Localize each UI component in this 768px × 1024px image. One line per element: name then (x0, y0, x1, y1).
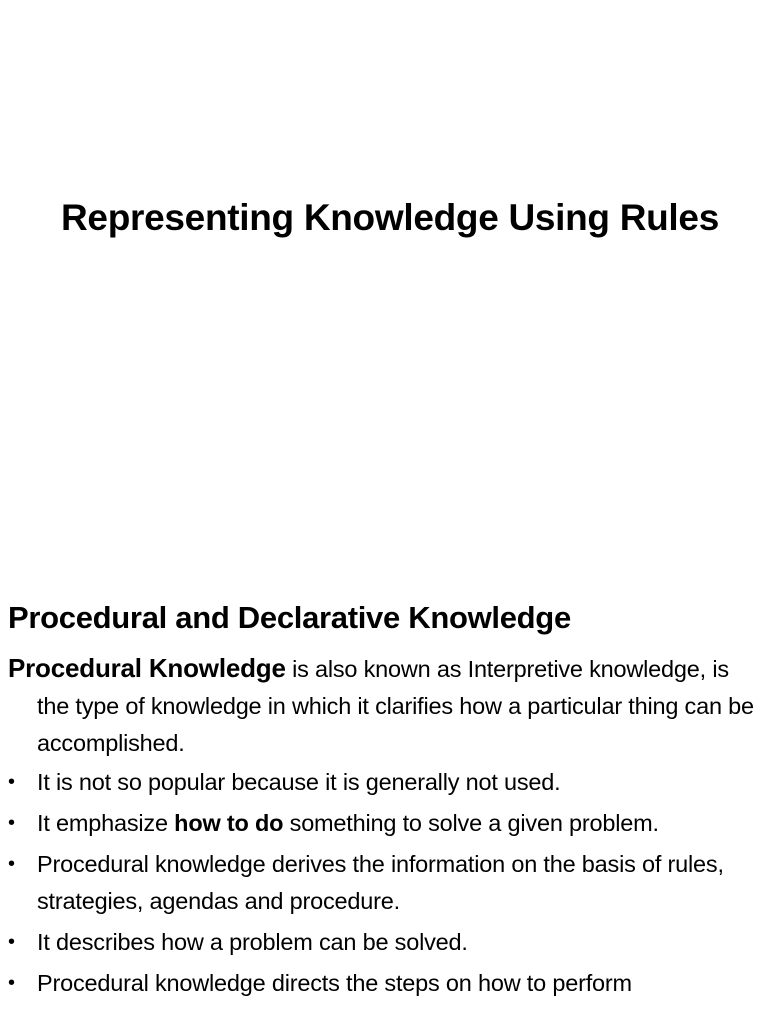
bullet-text: Procedural knowledge derives the information on the basis of rules, strategies, agendas and procedure. (37, 851, 724, 914)
intro-lead-term: Procedural Knowledge (8, 653, 286, 683)
bullet-bold-phrase: how to do (174, 810, 284, 836)
bullet-icon: • (8, 812, 15, 834)
bullet-item (8, 805, 758, 842)
bullet-text: It is not so popular because it is generally not used. (37, 769, 561, 795)
bullet-icon: • (8, 771, 15, 793)
bullet-icon: • (8, 972, 15, 994)
section-heading: Procedural and Declarative Knowledge (8, 600, 571, 635)
slide-title: Representing Knowledge Using Rules (61, 197, 719, 238)
bullet-icon: • (8, 853, 15, 875)
bullet-text: Procedural knowledge directs the steps on how to perform (37, 970, 632, 996)
bullet-item (8, 965, 758, 1002)
bullet-text-after: something to solve a given problem. (283, 810, 659, 836)
bullet-item (8, 764, 758, 801)
intro-paragraph (8, 650, 757, 762)
bullet-list (8, 764, 758, 1006)
bullet-text: It describes how a problem can be solved. (37, 929, 468, 955)
bullet-item (8, 924, 758, 961)
bullet-item (8, 846, 758, 920)
bullet-text-before: It emphasize (37, 810, 175, 836)
intro-text: is also known as Interpretive knowledge, is the type of knowledge in which it clarifies how a particular thing can be accomplished. (37, 656, 754, 756)
bullet-icon: • (8, 931, 15, 953)
